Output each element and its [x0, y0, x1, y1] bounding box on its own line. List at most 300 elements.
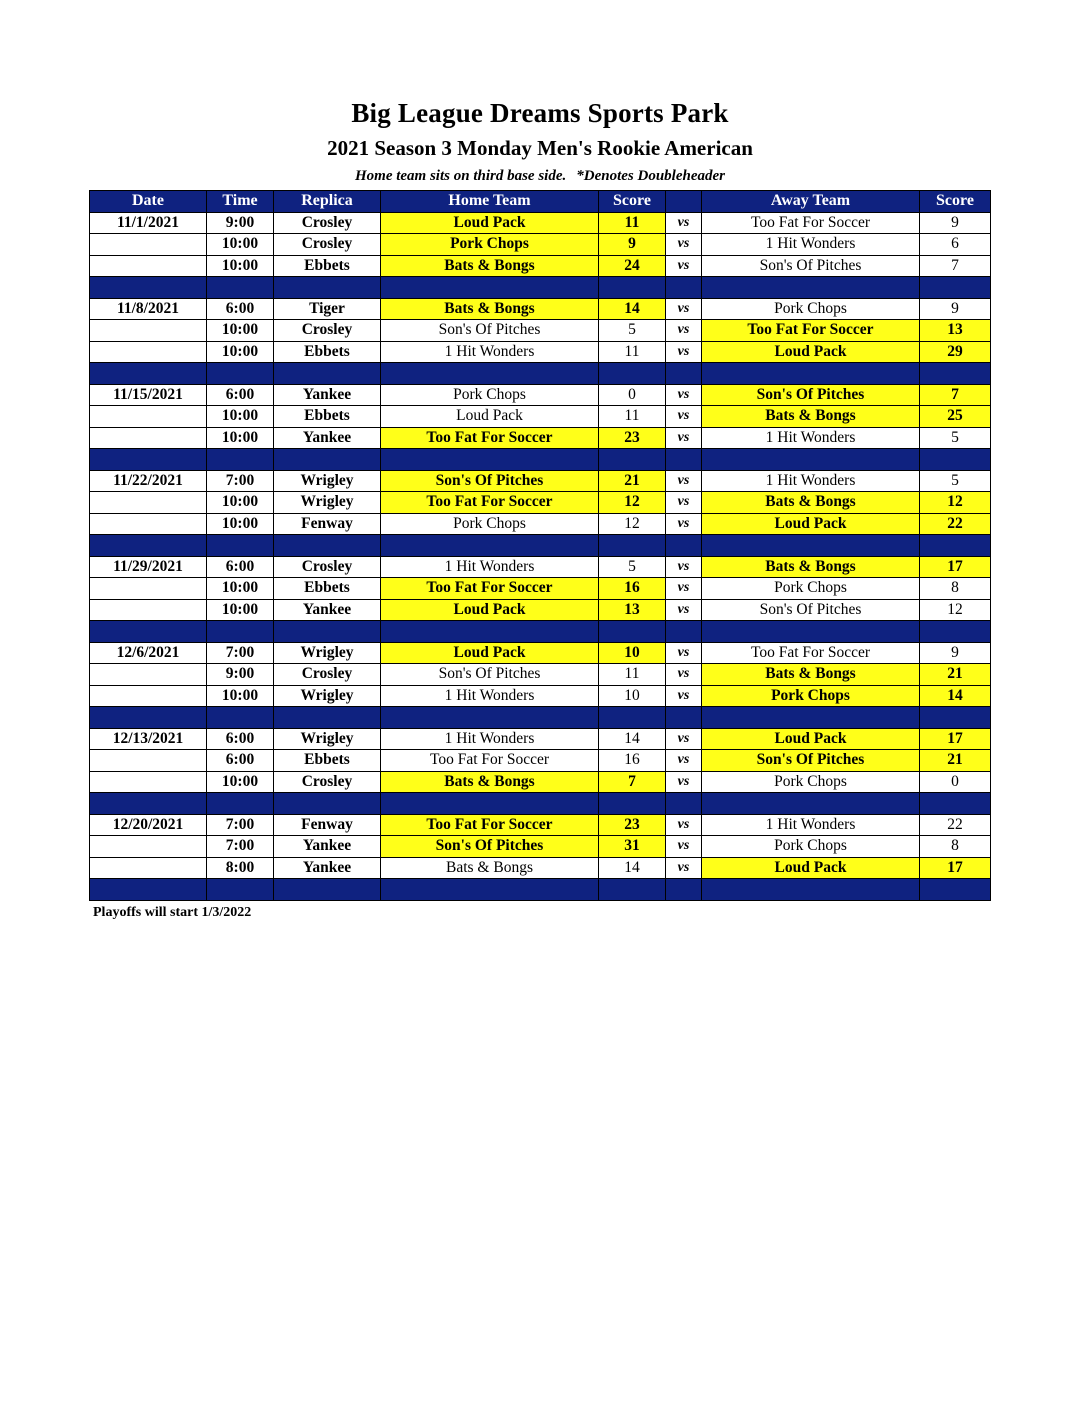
separator-cell [666, 621, 702, 643]
replica-cell: Wrigley [274, 685, 381, 707]
vs-cell: vs [666, 771, 702, 793]
date-cell: 11/8/2021 [90, 298, 207, 320]
date-cell [90, 664, 207, 686]
away-team-cell: Pork Chops [702, 578, 920, 600]
separator-cell [599, 879, 666, 901]
page-title: Big League Dreams Sports Park [351, 98, 729, 128]
separator-cell [207, 707, 274, 729]
replica-cell: Crosley [274, 664, 381, 686]
separator-cell [90, 535, 207, 557]
home-team-cell: 1 Hit Wonders [381, 341, 599, 363]
game-row [90, 406, 991, 428]
separator-cell [207, 363, 274, 385]
separator-cell [702, 707, 920, 729]
home-score-cell: 21 [599, 470, 666, 492]
separator-cell [274, 793, 381, 815]
replica-cell: Wrigley [274, 642, 381, 664]
home-team-cell: Loud Pack [381, 642, 599, 664]
separator-cell [274, 621, 381, 643]
home-score-cell: 12 [599, 492, 666, 514]
game-row [90, 556, 991, 578]
time-cell: 6:00 [207, 728, 274, 750]
home-team-cell: Too Fat For Soccer [381, 492, 599, 514]
separator-cell [207, 879, 274, 901]
separator-cell [702, 449, 920, 471]
week-separator-row [90, 449, 991, 471]
home-team-cell: Too Fat For Soccer [381, 814, 599, 836]
game-row [90, 664, 991, 686]
separator-cell [90, 707, 207, 729]
time-cell: 10:00 [207, 685, 274, 707]
vs-cell: vs [666, 578, 702, 600]
date-cell [90, 341, 207, 363]
separator-cell [207, 277, 274, 299]
home-score-cell: 16 [599, 750, 666, 772]
home-team-cell: Son's Of Pitches [381, 664, 599, 686]
replica-cell: Yankee [274, 836, 381, 858]
away-score-cell: 8 [920, 836, 991, 858]
separator-cell [274, 879, 381, 901]
home-team-cell: Too Fat For Soccer [381, 427, 599, 449]
time-cell: 9:00 [207, 664, 274, 686]
home-score-cell: 11 [599, 406, 666, 428]
date-cell [90, 320, 207, 342]
away-score-cell: 6 [920, 234, 991, 256]
vs-cell: vs [666, 212, 702, 234]
home-score-cell: 10 [599, 685, 666, 707]
replica-cell: Yankee [274, 427, 381, 449]
separator-cell [920, 363, 991, 385]
vs-cell: vs [666, 470, 702, 492]
home-team-cell: Bats & Bongs [381, 857, 599, 879]
vs-cell: vs [666, 664, 702, 686]
date-cell [90, 836, 207, 858]
time-cell: 10:00 [207, 234, 274, 256]
home-team-cell: Too Fat For Soccer [381, 750, 599, 772]
time-cell: 10:00 [207, 492, 274, 514]
separator-cell [381, 449, 599, 471]
vs-cell: vs [666, 685, 702, 707]
home-team-cell: Bats & Bongs [381, 255, 599, 277]
game-row [90, 384, 991, 406]
date-cell: 11/15/2021 [90, 384, 207, 406]
date-cell [90, 599, 207, 621]
home-score-cell: 11 [599, 341, 666, 363]
game-row [90, 728, 991, 750]
time-cell: 9:00 [207, 212, 274, 234]
replica-cell: Ebbets [274, 341, 381, 363]
away-score-cell: 29 [920, 341, 991, 363]
home-score-cell: 16 [599, 578, 666, 600]
vs-cell: vs [666, 642, 702, 664]
away-score-cell: 7 [920, 255, 991, 277]
home-score-cell: 5 [599, 556, 666, 578]
away-team-cell: Bats & Bongs [702, 556, 920, 578]
away-team-cell: Bats & Bongs [702, 664, 920, 686]
home-score-cell: 10 [599, 642, 666, 664]
game-row [90, 212, 991, 234]
away-team-cell: Pork Chops [702, 298, 920, 320]
away-score-cell: 5 [920, 427, 991, 449]
separator-cell [920, 793, 991, 815]
home-team-cell: Pork Chops [381, 384, 599, 406]
away-score-cell: 8 [920, 578, 991, 600]
away-team-cell: Pork Chops [702, 836, 920, 858]
away-team-cell: Loud Pack [702, 513, 920, 535]
col-header-away-team: Away Team [702, 191, 920, 213]
page-subtitle: 2021 Season 3 Monday Men's Rookie American [327, 136, 753, 160]
home-score-cell: 23 [599, 427, 666, 449]
separator-cell [381, 707, 599, 729]
playoffs-note: Playoffs will start 1/3/2022 [93, 905, 252, 920]
separator-cell [381, 277, 599, 299]
separator-cell [274, 707, 381, 729]
away-score-cell: 22 [920, 513, 991, 535]
home-team-cell: Pork Chops [381, 513, 599, 535]
separator-cell [599, 363, 666, 385]
date-cell [90, 255, 207, 277]
separator-cell [90, 793, 207, 815]
separator-cell [702, 879, 920, 901]
game-row [90, 578, 991, 600]
vs-cell: vs [666, 599, 702, 621]
home-team-cell: Bats & Bongs [381, 771, 599, 793]
vs-cell: vs [666, 513, 702, 535]
time-cell: 10:00 [207, 427, 274, 449]
away-score-cell: 0 [920, 771, 991, 793]
away-team-cell: Loud Pack [702, 857, 920, 879]
separator-cell [207, 449, 274, 471]
separator-cell [381, 363, 599, 385]
week-separator-row [90, 535, 991, 557]
away-score-cell: 21 [920, 750, 991, 772]
game-row [90, 341, 991, 363]
home-score-cell: 23 [599, 814, 666, 836]
col-header-date: Date [90, 191, 207, 213]
vs-cell: vs [666, 406, 702, 428]
separator-cell [702, 621, 920, 643]
time-cell: 10:00 [207, 255, 274, 277]
vs-cell: vs [666, 492, 702, 514]
away-team-cell: Pork Chops [702, 685, 920, 707]
time-cell: 6:00 [207, 298, 274, 320]
vs-cell: vs [666, 814, 702, 836]
col-header-home-team: Home Team [381, 191, 599, 213]
separator-cell [90, 449, 207, 471]
replica-cell: Crosley [274, 320, 381, 342]
away-team-cell: 1 Hit Wonders [702, 814, 920, 836]
col-header-time: Time [207, 191, 274, 213]
away-score-cell: 17 [920, 857, 991, 879]
time-cell: 10:00 [207, 320, 274, 342]
vs-cell: vs [666, 298, 702, 320]
date-cell [90, 685, 207, 707]
date-cell [90, 750, 207, 772]
separator-cell [599, 793, 666, 815]
date-cell [90, 234, 207, 256]
home-team-cell: 1 Hit Wonders [381, 685, 599, 707]
separator-cell [274, 277, 381, 299]
time-cell: 7:00 [207, 642, 274, 664]
away-team-cell: Son's Of Pitches [702, 255, 920, 277]
schedule-table [89, 190, 991, 901]
game-row [90, 234, 991, 256]
game-row [90, 814, 991, 836]
replica-cell: Yankee [274, 384, 381, 406]
home-team-cell: Loud Pack [381, 406, 599, 428]
separator-cell [920, 449, 991, 471]
away-score-cell: 25 [920, 406, 991, 428]
date-cell [90, 427, 207, 449]
separator-cell [599, 277, 666, 299]
week-separator-row [90, 363, 991, 385]
date-cell: 12/6/2021 [90, 642, 207, 664]
home-score-cell: 9 [599, 234, 666, 256]
home-team-note: Home team sits on third base side. [354, 168, 567, 184]
replica-cell: Wrigley [274, 470, 381, 492]
replica-cell: Ebbets [274, 255, 381, 277]
time-cell: 10:00 [207, 341, 274, 363]
away-team-cell: Loud Pack [702, 728, 920, 750]
time-cell: 10:00 [207, 599, 274, 621]
vs-cell: vs [666, 836, 702, 858]
separator-cell [381, 793, 599, 815]
away-team-cell: Son's Of Pitches [702, 599, 920, 621]
separator-cell [274, 449, 381, 471]
replica-cell: Ebbets [274, 406, 381, 428]
game-row [90, 470, 991, 492]
home-team-cell: Son's Of Pitches [381, 836, 599, 858]
replica-cell: Tiger [274, 298, 381, 320]
home-score-cell: 0 [599, 384, 666, 406]
separator-cell [666, 363, 702, 385]
separator-cell [274, 535, 381, 557]
home-score-cell: 12 [599, 513, 666, 535]
separator-cell [274, 363, 381, 385]
separator-cell [702, 793, 920, 815]
date-cell: 12/13/2021 [90, 728, 207, 750]
col-header-home-score: Score [599, 191, 666, 213]
time-cell: 10:00 [207, 578, 274, 600]
separator-cell [207, 793, 274, 815]
game-row [90, 685, 991, 707]
away-score-cell: 17 [920, 556, 991, 578]
away-team-cell: 1 Hit Wonders [702, 234, 920, 256]
col-header-replica: Replica [274, 191, 381, 213]
replica-cell: Crosley [274, 771, 381, 793]
separator-cell [920, 621, 991, 643]
game-row [90, 599, 991, 621]
separator-cell [90, 879, 207, 901]
away-team-cell: Bats & Bongs [702, 492, 920, 514]
replica-cell: Ebbets [274, 578, 381, 600]
date-cell: 11/29/2021 [90, 556, 207, 578]
away-score-cell: 7 [920, 384, 991, 406]
separator-cell [599, 621, 666, 643]
away-score-cell: 21 [920, 664, 991, 686]
replica-cell: Crosley [274, 234, 381, 256]
vs-cell: vs [666, 255, 702, 277]
vs-cell: vs [666, 234, 702, 256]
separator-cell [381, 535, 599, 557]
away-score-cell: 22 [920, 814, 991, 836]
separator-cell [666, 277, 702, 299]
separator-cell [381, 621, 599, 643]
time-cell: 6:00 [207, 384, 274, 406]
away-team-cell: Son's Of Pitches [702, 384, 920, 406]
separator-cell [90, 363, 207, 385]
game-row [90, 513, 991, 535]
home-team-cell: Loud Pack [381, 599, 599, 621]
vs-cell: vs [666, 556, 702, 578]
date-cell: 11/22/2021 [90, 470, 207, 492]
time-cell: 6:00 [207, 750, 274, 772]
game-row [90, 320, 991, 342]
vs-cell: vs [666, 320, 702, 342]
away-team-cell: Loud Pack [702, 341, 920, 363]
date-cell [90, 857, 207, 879]
separator-cell [599, 449, 666, 471]
replica-cell: Fenway [274, 814, 381, 836]
schedule-body [90, 212, 991, 900]
time-cell: 10:00 [207, 406, 274, 428]
away-score-cell: 12 [920, 599, 991, 621]
separator-cell [702, 363, 920, 385]
date-cell [90, 513, 207, 535]
home-team-cell: Pork Chops [381, 234, 599, 256]
vs-cell: vs [666, 857, 702, 879]
replica-cell: Ebbets [274, 750, 381, 772]
away-team-cell: Son's Of Pitches [702, 750, 920, 772]
separator-cell [381, 879, 599, 901]
away-score-cell: 9 [920, 298, 991, 320]
time-cell: 8:00 [207, 857, 274, 879]
away-team-cell: Too Fat For Soccer [702, 320, 920, 342]
away-team-cell: Bats & Bongs [702, 406, 920, 428]
home-score-cell: 13 [599, 599, 666, 621]
separator-cell [599, 535, 666, 557]
replica-cell: Wrigley [274, 728, 381, 750]
vs-cell: vs [666, 728, 702, 750]
home-score-cell: 31 [599, 836, 666, 858]
game-row [90, 857, 991, 879]
home-score-cell: 11 [599, 212, 666, 234]
game-row [90, 642, 991, 664]
week-separator-row [90, 879, 991, 901]
home-team-cell: Too Fat For Soccer [381, 578, 599, 600]
time-cell: 7:00 [207, 470, 274, 492]
game-row [90, 836, 991, 858]
separator-cell [666, 707, 702, 729]
replica-cell: Crosley [274, 556, 381, 578]
col-header-away-score: Score [920, 191, 991, 213]
date-cell: 11/1/2021 [90, 212, 207, 234]
home-team-cell: Son's Of Pitches [381, 320, 599, 342]
date-cell [90, 578, 207, 600]
game-row [90, 298, 991, 320]
away-score-cell: 9 [920, 212, 991, 234]
away-score-cell: 17 [920, 728, 991, 750]
vs-cell: vs [666, 341, 702, 363]
date-cell: 12/20/2021 [90, 814, 207, 836]
home-team-cell: Son's Of Pitches [381, 470, 599, 492]
separator-cell [920, 707, 991, 729]
date-cell [90, 406, 207, 428]
time-cell: 7:00 [207, 836, 274, 858]
week-separator-row [90, 707, 991, 729]
separator-cell [666, 879, 702, 901]
week-separator-row [90, 277, 991, 299]
replica-cell: Wrigley [274, 492, 381, 514]
header-row [90, 191, 991, 213]
home-team-cell: Loud Pack [381, 212, 599, 234]
vs-cell: vs [666, 427, 702, 449]
replica-cell: Yankee [274, 857, 381, 879]
separator-cell [599, 707, 666, 729]
game-row [90, 771, 991, 793]
game-row [90, 492, 991, 514]
doubleheader-note: *Denotes Doubleheader [576, 168, 725, 184]
week-separator-row [90, 793, 991, 815]
home-score-cell: 5 [599, 320, 666, 342]
separator-cell [666, 535, 702, 557]
home-team-cell: 1 Hit Wonders [381, 556, 599, 578]
replica-cell: Fenway [274, 513, 381, 535]
col-header-vs [666, 191, 702, 213]
away-team-cell: 1 Hit Wonders [702, 427, 920, 449]
separator-cell [666, 449, 702, 471]
home-team-cell: Bats & Bongs [381, 298, 599, 320]
week-separator-row [90, 621, 991, 643]
separator-cell [666, 793, 702, 815]
separator-cell [90, 621, 207, 643]
away-team-cell: 1 Hit Wonders [702, 470, 920, 492]
game-row [90, 255, 991, 277]
home-score-cell: 11 [599, 664, 666, 686]
home-score-cell: 14 [599, 728, 666, 750]
home-score-cell: 7 [599, 771, 666, 793]
away-score-cell: 5 [920, 470, 991, 492]
home-score-cell: 14 [599, 857, 666, 879]
vs-cell: vs [666, 384, 702, 406]
game-row [90, 750, 991, 772]
time-cell: 7:00 [207, 814, 274, 836]
away-team-cell: Pork Chops [702, 771, 920, 793]
schedule-note [0, 168, 1080, 185]
away-team-cell: Too Fat For Soccer [702, 642, 920, 664]
game-row [90, 427, 991, 449]
away-score-cell: 12 [920, 492, 991, 514]
date-cell [90, 771, 207, 793]
separator-cell [702, 277, 920, 299]
time-cell: 10:00 [207, 771, 274, 793]
away-team-cell: Too Fat For Soccer [702, 212, 920, 234]
home-team-cell: 1 Hit Wonders [381, 728, 599, 750]
time-cell: 10:00 [207, 513, 274, 535]
replica-cell: Crosley [274, 212, 381, 234]
replica-cell: Yankee [274, 599, 381, 621]
away-score-cell: 9 [920, 642, 991, 664]
separator-cell [920, 277, 991, 299]
home-score-cell: 14 [599, 298, 666, 320]
away-score-cell: 14 [920, 685, 991, 707]
home-score-cell: 24 [599, 255, 666, 277]
time-cell: 6:00 [207, 556, 274, 578]
separator-cell [920, 535, 991, 557]
separator-cell [207, 535, 274, 557]
separator-cell [702, 535, 920, 557]
separator-cell [207, 621, 274, 643]
